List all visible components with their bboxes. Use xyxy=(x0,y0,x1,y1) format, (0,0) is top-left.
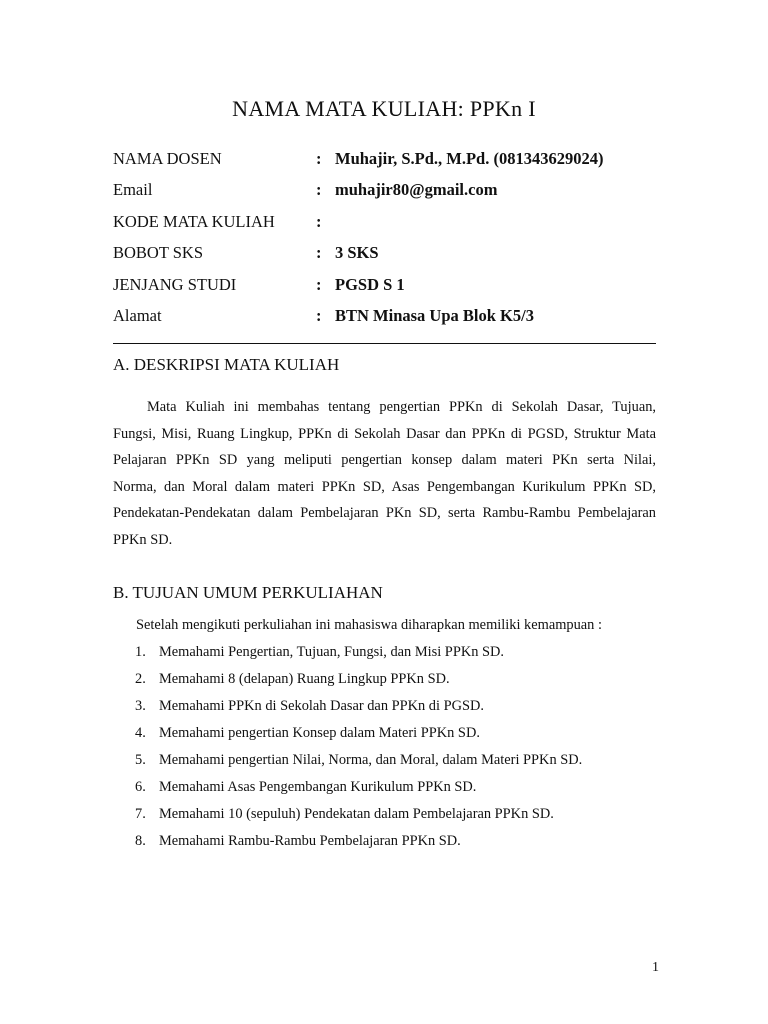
item-number: 8. xyxy=(135,833,146,849)
item-text: Memahami 10 (sepuluh) Pendekatan dalam Pembelajaran PPKn SD. xyxy=(159,806,554,822)
course-description xyxy=(113,394,656,553)
description-line: Fungsi, Misi, Ruang Lingkup, PPKn di Sekolah Dasar dan PPKn di PGSD, Struktur Mata xyxy=(113,425,656,442)
section-a-heading: A. DESKRIPSI MATA KULIAH xyxy=(113,355,340,374)
item-number: 1. xyxy=(135,644,146,660)
info-label: Alamat xyxy=(113,305,162,325)
course-info-table xyxy=(113,145,658,333)
item-text: Memahami Rambu-Rambu Pembelajaran PPKn SD. xyxy=(159,833,461,849)
info-label: NAMA DOSEN xyxy=(113,149,222,168)
info-colon: : xyxy=(316,243,322,263)
info-colon: : xyxy=(316,305,322,325)
info-row-dosen xyxy=(113,145,658,176)
info-row-email xyxy=(113,176,658,207)
info-value: PGSD S 1 xyxy=(335,274,405,294)
description-line: PPKn SD. xyxy=(113,531,173,548)
item-number: 3. xyxy=(135,698,146,714)
item-number: 7. xyxy=(135,806,146,822)
section-b-heading: B. TUJUAN UMUM PERKULIAHAN xyxy=(113,583,383,602)
info-value: BTN Minasa Upa Blok K5/3 xyxy=(335,305,534,325)
item-number: 2. xyxy=(135,671,146,687)
info-row-kode xyxy=(113,208,658,239)
horizontal-divider xyxy=(113,343,656,344)
info-label: JENJANG STUDI xyxy=(113,274,237,294)
info-label: KODE MATA KULIAH xyxy=(113,211,275,231)
item-text: Memahami 8 (delapan) Ruang Lingkup PPKn SD. xyxy=(159,671,450,687)
item-text: Memahami Asas Pengembangan Kurikulum PPKn SD. xyxy=(159,779,477,795)
info-row-jenjang xyxy=(113,271,658,302)
description-line: Pendekatan-Pendekatan dalam Pembelajaran PKn SD, serta Rambu-Rambu Pembelajaran xyxy=(113,505,656,521)
item-number: 4. xyxy=(135,725,146,741)
info-colon: : xyxy=(316,180,322,200)
info-row-alamat xyxy=(113,302,658,333)
item-text: Memahami pengertian Nilai, Norma, dan Moral, dalam Materi PPKn SD. xyxy=(159,752,583,768)
info-value: 3 SKS xyxy=(335,243,379,263)
info-label: Email xyxy=(113,180,153,200)
item-number: 5. xyxy=(135,752,146,768)
objectives-intro: Setelah mengikuti perkuliahan ini mahasiswa diharapkan memiliki kemampuan : xyxy=(136,617,602,633)
description-line: Norma, dan Moral dalam materi PPKn SD, Asas Pengembangan Kurikulum PPKn SD, xyxy=(113,478,656,495)
info-value: muhajir80@gmail.com xyxy=(335,180,498,200)
description-line: Mata Kuliah ini membahas tentang pengertian PPKn di Sekolah Dasar, Tujuan, xyxy=(147,399,656,415)
page-title: NAMA MATA KULIAH: PPKn I xyxy=(232,96,536,121)
info-colon: : xyxy=(316,149,322,168)
item-number: 6. xyxy=(135,779,146,795)
info-value: Muhajir, S.Pd., M.Pd. (081343629024) xyxy=(335,149,604,168)
info-colon: : xyxy=(316,274,322,294)
info-label: BOBOT SKS xyxy=(113,243,204,263)
page-number: 1 xyxy=(652,960,659,975)
item-text: Memahami PPKn di Sekolah Dasar dan PPKn di PGSD. xyxy=(159,698,484,714)
item-text: Memahami pengertian Konsep dalam Materi PPKn SD. xyxy=(159,725,480,741)
info-colon: : xyxy=(316,211,322,231)
item-text: Memahami Pengertian, Tujuan, Fungsi, dan Misi PPKn SD. xyxy=(159,644,504,660)
description-line: Pelajaran PPKn SD yang meliputi pengertian konsep dalam materi PKn serta Nilai, xyxy=(113,452,656,468)
info-row-sks xyxy=(113,239,658,270)
